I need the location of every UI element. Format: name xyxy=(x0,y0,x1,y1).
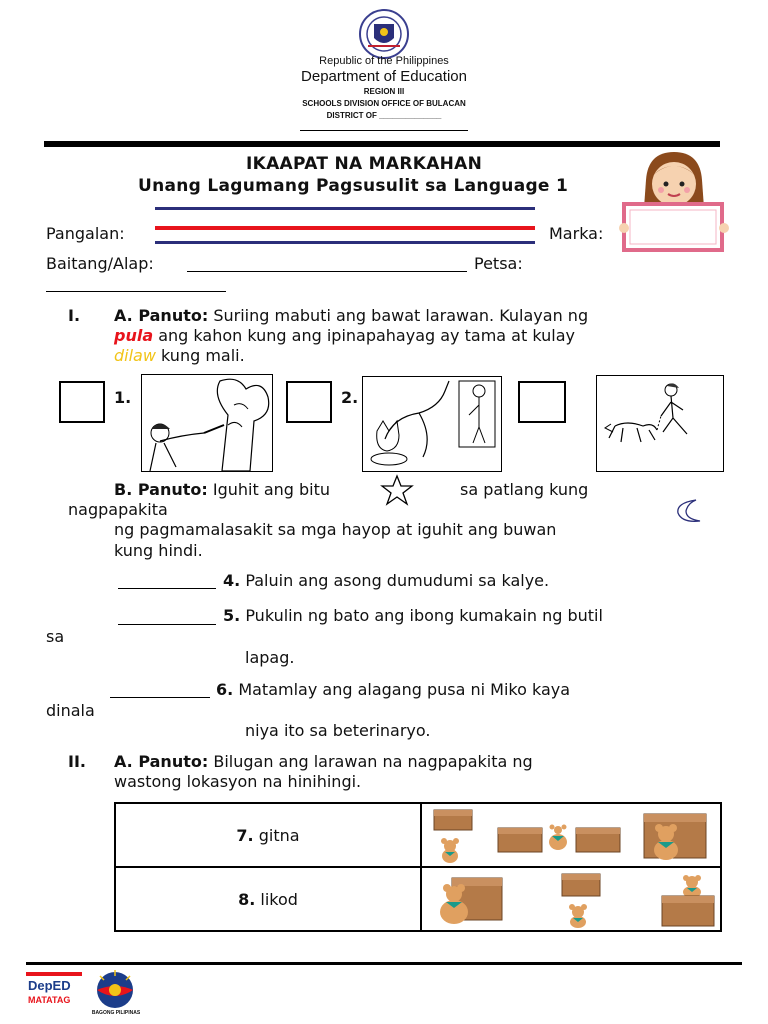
question-6-number: 6. xyxy=(216,680,234,699)
bear-in-front-of-box[interactable] xyxy=(430,874,506,930)
item-1-number: 1. xyxy=(114,388,132,407)
bagong-pilipinas-logo xyxy=(90,968,140,1020)
test-title: Unang Lagumang Pagsusulit sa Language 1 xyxy=(138,176,569,196)
part1b-text4: ng pagmamalasakit sa mga hayop at iguhit ang buwan xyxy=(114,520,557,539)
row-8-word: likod xyxy=(260,889,298,909)
bear-behind-box[interactable] xyxy=(658,872,718,934)
division-line: SCHOOLS DIVISION OFFICE OF BULACAN xyxy=(302,99,466,108)
question-5-text2: sa xyxy=(46,627,65,646)
box-with-bear-front[interactable] xyxy=(640,808,710,868)
girl-holding-sign-image xyxy=(616,150,732,254)
part2a-text2: wastong lokasyon na hinihingi. xyxy=(114,772,362,791)
box-bear-pair-1[interactable] xyxy=(430,808,490,868)
part1b-text1: Iguhit ang bitu xyxy=(212,480,331,499)
date-label: Petsa: xyxy=(474,254,523,273)
row-7-word: gitna xyxy=(258,825,300,845)
table-row xyxy=(115,867,721,931)
row-7-label xyxy=(115,803,421,867)
question-6-text3: niya ito sa beterinaryo. xyxy=(245,721,431,740)
item-2-number: 2. xyxy=(341,388,359,407)
part1a-text1: Suriing mabuti ang bawat larawan. Kulayan ng xyxy=(213,306,589,325)
quarter-title: IKAAPAT NA MARKAHAN xyxy=(246,154,483,174)
deped-matatag-logo xyxy=(26,972,82,1020)
date-blank[interactable] xyxy=(46,291,226,292)
row-7-number: 7. xyxy=(236,825,254,845)
part1a-line1 xyxy=(114,306,588,325)
republic-line: Republic of the Philippines xyxy=(319,55,449,67)
table-row xyxy=(115,803,721,867)
part2a-line1 xyxy=(114,752,533,771)
part2-roman: II. xyxy=(68,752,86,771)
box-above-bear[interactable] xyxy=(556,872,606,934)
word-pula: pula xyxy=(114,326,154,345)
part1a-line3 xyxy=(114,346,245,365)
header-underline xyxy=(300,130,468,131)
question-4-number: 4. xyxy=(223,571,241,590)
question-6-text2: dinala xyxy=(46,701,95,720)
matatag-wordmark: MATATAG xyxy=(28,995,71,1005)
header-divider xyxy=(44,141,720,147)
word-dilaw: dilaw xyxy=(114,346,156,365)
question-4 xyxy=(223,571,549,590)
answer-box-1[interactable] xyxy=(59,381,105,423)
deped-wordmark: DepED xyxy=(28,978,71,993)
deped-seal xyxy=(352,8,416,60)
question-5-text1: Pukulin ng bato ang ibong kumakain ng butil xyxy=(245,606,603,625)
part2a-heading: A. Panuto: xyxy=(114,752,209,771)
department-line: Department of Education xyxy=(301,68,467,85)
question-5-text3: lapag. xyxy=(245,648,295,667)
part1a-line2 xyxy=(114,326,575,345)
question-6 xyxy=(216,680,570,699)
name-label: Pangalan: xyxy=(46,224,125,243)
boy-hitting-tree-image xyxy=(141,374,273,472)
district-line: DISTRICT OF ______________ xyxy=(326,111,442,120)
part1a-text2: ang kahon kung ang ipinapahayag ay tama at kulay xyxy=(158,326,575,345)
part1b-line1 xyxy=(114,480,330,499)
answer-blank-6[interactable] xyxy=(110,697,210,698)
row-8-number: 8. xyxy=(238,889,256,909)
grade-label: Marka: xyxy=(549,224,604,243)
flag-stripe-navy-top xyxy=(155,207,535,210)
flag-stripe-red xyxy=(155,226,535,230)
bagong-pilipinas-caption: BAGONG PILIPINAS xyxy=(91,1010,141,1016)
row-7-pictures xyxy=(421,803,721,867)
part1a-heading: A. Panuto: xyxy=(114,306,209,325)
flag-stripe-navy-bottom xyxy=(155,241,535,244)
part1b-text5: kung hindi. xyxy=(114,541,203,560)
question-6-text1: Matamlay ang alagang pusa ni Miko kaya xyxy=(238,680,571,699)
part1b-heading: B. Panuto: xyxy=(114,480,208,499)
region-line: REGION III xyxy=(363,87,405,96)
part2a-text1: Bilugan ang larawan na nagpapakita ng xyxy=(213,752,533,771)
question-5-number: 5. xyxy=(223,606,241,625)
question-4-text: Paluin ang asong dumudumi sa kalye. xyxy=(245,571,550,590)
box-bear-box-row[interactable] xyxy=(494,820,624,864)
girl-walking-dog-image xyxy=(596,375,724,472)
answer-box-3[interactable] xyxy=(518,381,566,423)
row-8-label xyxy=(115,867,421,931)
row-8-pictures xyxy=(421,867,721,931)
part1a-text3: kung mali. xyxy=(161,346,245,365)
cat-eating-image xyxy=(362,376,502,472)
question-5 xyxy=(223,606,603,625)
section-blank[interactable] xyxy=(187,271,467,272)
location-table xyxy=(114,802,722,932)
part1b-text2: sa patlang kung xyxy=(460,480,589,499)
star-icon xyxy=(380,474,414,506)
moon-icon xyxy=(670,497,704,525)
answer-blank-5[interactable] xyxy=(118,624,216,625)
answer-blank-4[interactable] xyxy=(118,588,216,589)
footer-divider xyxy=(26,962,742,965)
part1b-text3: nagpapakita xyxy=(68,500,168,519)
part1-roman: I. xyxy=(68,306,81,325)
answer-box-2[interactable] xyxy=(286,381,332,423)
section-label: Baitang/Alap: xyxy=(46,254,154,273)
